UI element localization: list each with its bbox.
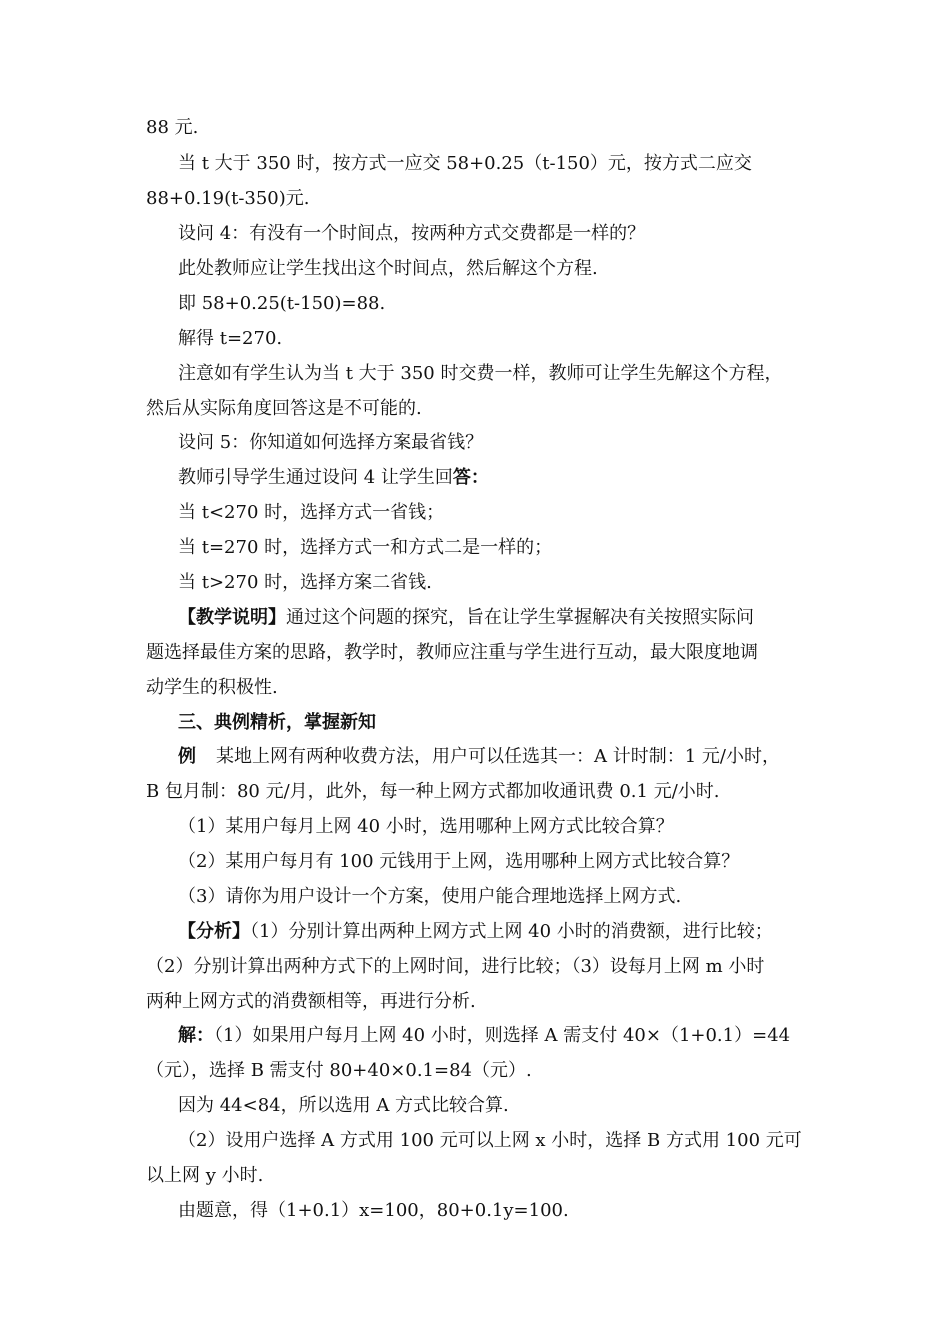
text-line: 然后从实际角度回答这是不可能的.: [146, 398, 422, 419]
question-4: 设问 4：有没有一个时间点，按两种方式交费都是一样的？: [178, 223, 646, 244]
sub-question: （3）请你为用户设计一个方案，使用户能合理地选择上网方式.: [178, 886, 682, 907]
text-line: 88+0.19(t-350)元.: [146, 188, 310, 209]
text-line: 以上网 y 小时.: [146, 1165, 264, 1186]
teaching-note: 【教学说明】通过这个问题的探究，旨在让学生掌握解决有关按照实际问: [178, 607, 754, 628]
text-line: 题选择最佳方案的思路，教学时，教师应注重与学生进行互动，最大限度地调: [146, 642, 758, 663]
example-line: 例 某地上网有两种收费方法，用户可以任选其一：A 计时制：1 元/小时，: [178, 746, 780, 767]
text-line: 88 元.: [146, 117, 199, 138]
example-label: 例: [178, 746, 196, 767]
solution-label: 解：: [178, 1025, 214, 1046]
answer-line: 当 t>270 时，选择方案二省钱.: [178, 572, 432, 593]
answer-line: 当 t<270 时，选择方式一省钱；: [178, 502, 445, 523]
text-line: 动学生的积极性.: [146, 677, 278, 698]
question-5: 设问 5：你知道如何选择方案最省钱？: [178, 432, 484, 453]
analysis-label: 【分析】: [178, 921, 250, 942]
solution-line: 解：（1）如果用户每月上网 40 小时，则选择 A 需支付 40×（1+0.1）=44: [178, 1025, 791, 1046]
text-line: （元），选择 B 需支付 80+40×0.1=84（元）.: [146, 1060, 532, 1081]
text-line: 由题意，得（1+0.1）x=100，80+0.1y=100.: [178, 1200, 569, 1221]
text-line: B 包月制：80 元/月，此外，每一种上网方式都加收通讯费 0.1 元/小时.: [146, 781, 720, 802]
sub-question: （2）某用户每月有 100 元钱用于上网，选用哪种上网方式比较合算？: [178, 851, 740, 872]
text-line: 教师引导学生通过设问 4 让学生回答：: [178, 467, 489, 488]
sub-question: （1）某用户每月上网 40 小时，选用哪种上网方式比较合算？: [178, 816, 674, 837]
text-line: 注意如有学生认为当 t 大于 350 时交费一样，教师可让学生先解这个方程，: [178, 363, 783, 384]
section-heading: 三、典例精析，掌握新知: [178, 712, 376, 733]
text-line: 两种上网方式的消费额相等，再进行分析.: [146, 991, 476, 1012]
text-line: 当 t 大于 350 时，按方式一应交 58+0.25（t-150）元，按方式二应交: [178, 153, 752, 174]
teaching-note-label: 【教学说明】: [178, 607, 286, 628]
solution: 解得 t=270.: [178, 328, 283, 349]
text-line: 此处教师应让学生找出这个时间点，然后解这个方程.: [178, 258, 598, 279]
equation: 即 58+0.25(t-150)=88.: [178, 293, 386, 314]
text-line: （2）分别计算出两种方式下的上网时间，进行比较；（3）设每月上网 m 小时: [146, 956, 765, 977]
analysis-line: 【分析】（1）分别计算出两种上网方式上网 40 小时的消费额，进行比较；: [178, 921, 773, 942]
answer-line: 当 t=270 时，选择方式一和方式二是一样的；: [178, 537, 553, 558]
text-line: （2）设用户选择 A 方式用 100 元可以上网 x 小时，选择 B 方式用 100 元可: [178, 1130, 802, 1151]
text-line: 因为 44<84，所以选用 A 方式比较合算.: [178, 1095, 509, 1116]
